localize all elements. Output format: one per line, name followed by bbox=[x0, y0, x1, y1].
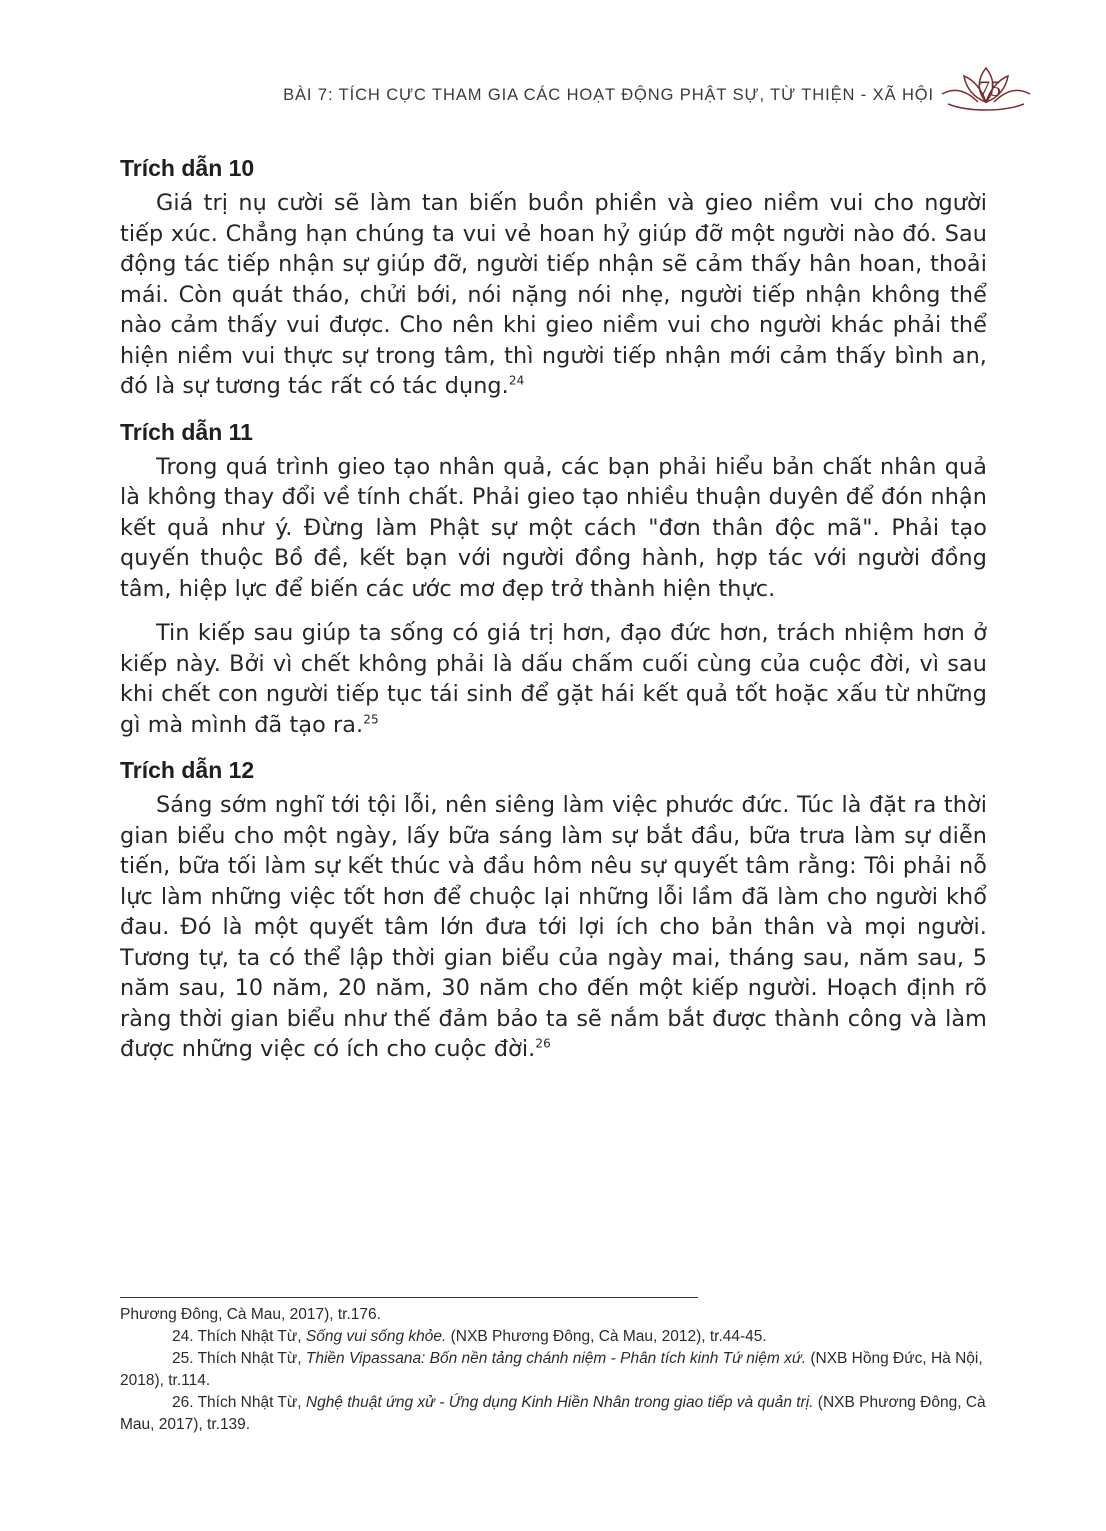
footnote-25 bbox=[120, 1348, 987, 1392]
footnote-publisher: (NXB Hồng Đức, Hà Nội, 2018), tr.114. bbox=[120, 1350, 983, 1389]
footnote-author: 24. Thích Nhật Từ, bbox=[172, 1328, 306, 1345]
page-header bbox=[283, 74, 1034, 116]
footnote-publisher: (NXB Phương Đông, Cà Mau, 2017), tr.139. bbox=[120, 1394, 986, 1433]
header-title: BÀI 7: TÍCH CỰC THAM GIA CÁC HOẠT ĐỘNG PHẬT SỰ, TỪ THIỆN - XÃ HỘI bbox=[283, 85, 934, 104]
paragraph-text: Tin kiếp sau giúp ta sống có giá trị hơn, đạo đức hơn, trách nhiệm hơn ở kiếp này. Bởi vì chết không phải là dấu chấm cuối cùng của cuộc đời, vì sau khi chết con người tiếp tục tái sinh để gặt hái kết quả tốt hoặc xấu từ những gì mà mình đã tạo ra. bbox=[120, 620, 987, 738]
paragraph-text: Trong quá trình gieo tạo nhân quả, các bạn phải hiểu bản chất nhân quả là không thay đổi về tính chất. Phải gieo tạo nhiều thuận duyên để đón nhận kết quả như ý. Đừng làm Phật sự một cách "đơn thân độc mã". Phải tạo quyến thuộc Bồ đề, kết bạn với người đồng hành, hợp tác với người đồng tâm, hiệp lực để biến các ước mơ đẹp trở thành hiện thực. bbox=[120, 453, 987, 602]
footnote-author: 25. Thích Nhật Từ, bbox=[172, 1350, 306, 1367]
footnote-ref: 26 bbox=[535, 1036, 551, 1051]
footnote-24 bbox=[120, 1326, 987, 1348]
footnote-ref: 25 bbox=[363, 712, 379, 727]
page-number-badge bbox=[938, 64, 1034, 116]
footnote-title: Sống vui sống khỏe. bbox=[305, 1328, 447, 1345]
footnote-author: 26. Thích Nhật Từ, bbox=[172, 1394, 306, 1411]
footnotes bbox=[120, 1297, 987, 1436]
footnote-26 bbox=[120, 1392, 987, 1436]
section-heading: Trích dẫn 11 bbox=[120, 418, 253, 445]
paragraph-text: Sáng sớm nghĩ tới tội lỗi, nên siêng làm việc phước đức. Túc là đặt ra thời gian biểu cho một ngày, lấy bữa sáng làm sự bắt đầu, bữa trưa làm sự diễn tiến, bữa tối làm sự kết thúc và đầu hôm nêu sự quyết tâm rằng: Tôi phải nỗ lực làm những việc tốt hơn để chuộc lại những lỗi lầm đã làm cho người khổ đau. Đó là một quyết tâm lớn đưa tới lợi ích cho bản thân và mọi người. Tương tự, ta có thể lập thời gian biểu của ngày mai, tháng sau, năm sau, 5 năm sau, 10 năm, 20 năm, 30 năm cho đến một kiếp người. Hoạch định rõ ràng thời gian biểu như thế đảm bảo ta sẽ nắm bắt được thành công và làm được những việc có ích cho cuộc đời. bbox=[120, 792, 987, 1062]
paragraph-text: Giá trị nụ cười sẽ làm tan biến buồn phiền và gieo niềm vui cho người tiếp xúc. Chẳng hạn chúng ta vui vẻ hoan hỷ giúp đỡ một người nào đó. Sau động tác tiếp nhận sự giúp đỡ, người tiếp nhận sẽ cảm thấy hân hoan, thoải mái. Còn quát tháo, chửi bới, nói nặng nói nhẹ, người tiếp nhận không thể nào cảm thấy vui được. Cho nên khi gieo niềm vui cho người khác phải thể hiện niềm vui thực sự trong tâm, thì người tiếp nhận mới cảm thấy bình an, đó là sự tương tác rất có tác dụng. bbox=[120, 190, 987, 399]
paragraph bbox=[120, 790, 987, 1065]
page-number: 75 bbox=[979, 76, 1001, 101]
section-heading: Trích dẫn 12 bbox=[120, 757, 255, 783]
footnote-divider bbox=[120, 1297, 698, 1298]
footnote-ref: 24 bbox=[508, 373, 525, 388]
quote-section-11 bbox=[120, 416, 987, 741]
footnote-continuation: Phương Đông, Cà Mau, 2017), tr.176. bbox=[120, 1306, 381, 1323]
section-heading: Trích dẫn 10 bbox=[120, 155, 255, 181]
footnote-publisher: (NXB Phương Đông, Cà Mau, 2012), tr.44-45. bbox=[446, 1328, 767, 1345]
main-content bbox=[120, 152, 987, 1079]
footnote-title: Thiền Vipassana: Bốn nền tảng chánh niệm - Phân tích kinh Tứ niệm xứ. bbox=[305, 1350, 807, 1367]
quote-section-10 bbox=[120, 152, 987, 402]
footnote-title: Nghệ thuật ứng xử - Ứng dụng Kinh Hiền Nhân trong giao tiếp và quản trị. bbox=[305, 1394, 814, 1411]
paragraph bbox=[120, 618, 987, 740]
paragraph bbox=[120, 188, 987, 402]
paragraph bbox=[120, 452, 987, 605]
quote-section-12 bbox=[120, 754, 987, 1065]
